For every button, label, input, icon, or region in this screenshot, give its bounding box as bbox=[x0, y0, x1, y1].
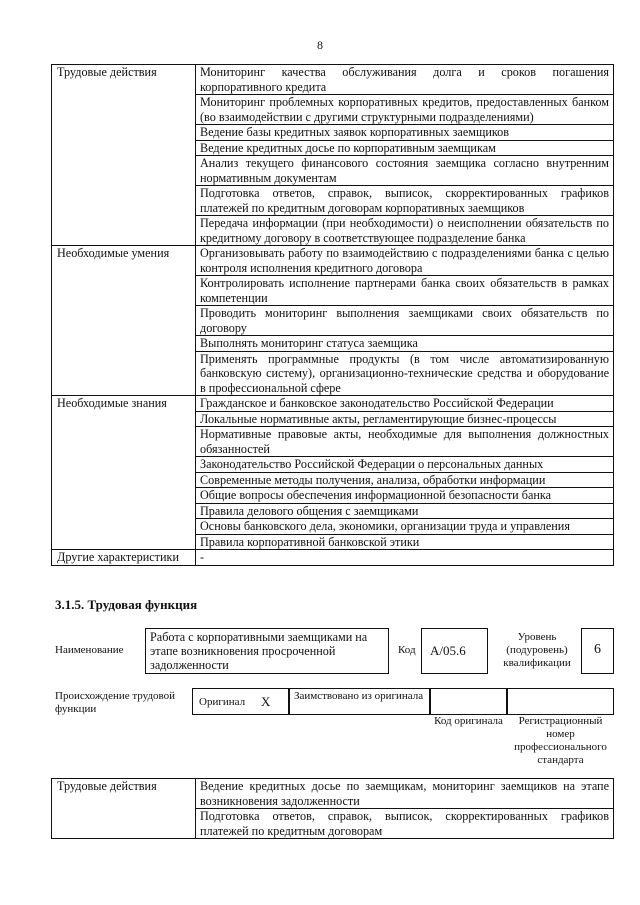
row-label: Необходимые умения bbox=[52, 246, 196, 396]
row-item: Правила делового общения с заемщиками bbox=[196, 503, 614, 519]
row-item: Гражданское и банковское законодательство Российской Федерации bbox=[196, 396, 614, 412]
level-value: 6 bbox=[581, 628, 614, 674]
table-row bbox=[52, 779, 614, 809]
row-label: Трудовые действия bbox=[52, 65, 196, 246]
original-cell bbox=[192, 688, 289, 715]
row-item: Законодательство Российской Федерации о персональных данных bbox=[196, 457, 614, 473]
row-item: Ведение базы кредитных заявок корпоративных заемщиков bbox=[196, 125, 614, 141]
row-item: Подготовка ответов, справок, выписок, скорректированных графиков платежей по кредитным договорам bbox=[196, 809, 614, 839]
table-row bbox=[52, 396, 614, 412]
row-item: Общие вопросы обеспечения информационной безопасности банка bbox=[196, 488, 614, 504]
table-row bbox=[52, 550, 614, 566]
origin-code-caption: Код оригинала bbox=[434, 715, 503, 727]
row-item: Современные методы получения, анализа, обработки информации bbox=[196, 472, 614, 488]
row-item: Нормативные правовые акты, необходимые для выполнения должностных обязанностей bbox=[196, 427, 614, 457]
table-row bbox=[52, 65, 614, 95]
row-item: Мониторинг качества обслуживания долга и сроков погашения корпоративного кредита bbox=[196, 65, 614, 95]
row-item: - bbox=[196, 550, 614, 566]
row-item: Ведение кредитных досье по заемщикам, мониторинг заемщиков на этапе возникновения задолженности bbox=[196, 779, 614, 809]
section-title: 3.1.5. Трудовая функция bbox=[55, 597, 198, 612]
row-item: Выполнять мониторинг статуса заемщика bbox=[196, 336, 614, 352]
labor-function-table bbox=[51, 778, 614, 839]
code-value: A/05.6 bbox=[421, 628, 488, 674]
labor-function-table-prev bbox=[51, 64, 614, 566]
row-label: Другие характеристики bbox=[52, 550, 196, 566]
row-item: Правила корпоративной банковской этики bbox=[196, 534, 614, 550]
borrowed-cell: Заимствовано из оригинала bbox=[289, 688, 430, 715]
row-item: Анализ текущего финансового состояния заемщика согласно внутренним нормативным документам bbox=[196, 156, 614, 186]
row-item: Контролировать исполнение партнерами банка своих обязательств в рамках компетенции bbox=[196, 276, 614, 306]
table-row bbox=[52, 246, 614, 276]
row-item: Подготовка ответов, справок, выписок, скорректированных графиков платежей по кредитным договорам корпоративных заемщиков bbox=[196, 186, 614, 216]
reg-number-cell bbox=[507, 688, 614, 715]
row-item: Проводить мониторинг выполнения заемщиками своих обязательств по договору bbox=[196, 306, 614, 336]
row-label: Трудовые действия bbox=[52, 779, 196, 839]
row-item: Организовывать работу по взаимодействию с подразделениями банка с целью контроля исполнения кредитного договора bbox=[196, 246, 614, 276]
row-item: Локальные нормативные акты, регламентирующие бизнес-процессы bbox=[196, 411, 614, 427]
name-label: Наименование bbox=[55, 644, 124, 656]
page-number: 8 bbox=[317, 38, 323, 52]
reg-number-caption: Регистрационный номер профессионального стандарта bbox=[514, 715, 607, 766]
level-label: Уровень (подуровень) квалификации bbox=[503, 631, 571, 669]
origin-code-cell bbox=[430, 688, 507, 715]
row-item: Передача информации (при необходимости) о неисполнении обязательств по кредитному договору в соответствующее подразделение банка bbox=[196, 216, 614, 246]
origin-label: Происхождение трудовой функции bbox=[55, 690, 176, 715]
row-item: Мониторинг проблемных корпоративных кредитов, предоставленных банком (во взаимодействии с другими структурными подразделениями) bbox=[196, 95, 614, 125]
code-label: Код bbox=[398, 644, 416, 656]
row-label: Необходимые знания bbox=[52, 396, 196, 550]
row-item: Применять программные продукты (в том числе автоматизированную банковскую систему), организационно-технические средства и оборудование в профессиональной сфере bbox=[196, 351, 614, 396]
original-label: Оригинал bbox=[199, 696, 246, 708]
row-item: Ведение кредитных досье по корпоративным заемщикам bbox=[196, 140, 614, 156]
function-name-value: Работа с корпоративными заемщиками на этапе возникновения просроченной задолженности bbox=[145, 628, 389, 674]
row-item: Основы банковского дела, экономики, организации труда и управления bbox=[196, 519, 614, 535]
original-mark: X bbox=[261, 694, 271, 709]
